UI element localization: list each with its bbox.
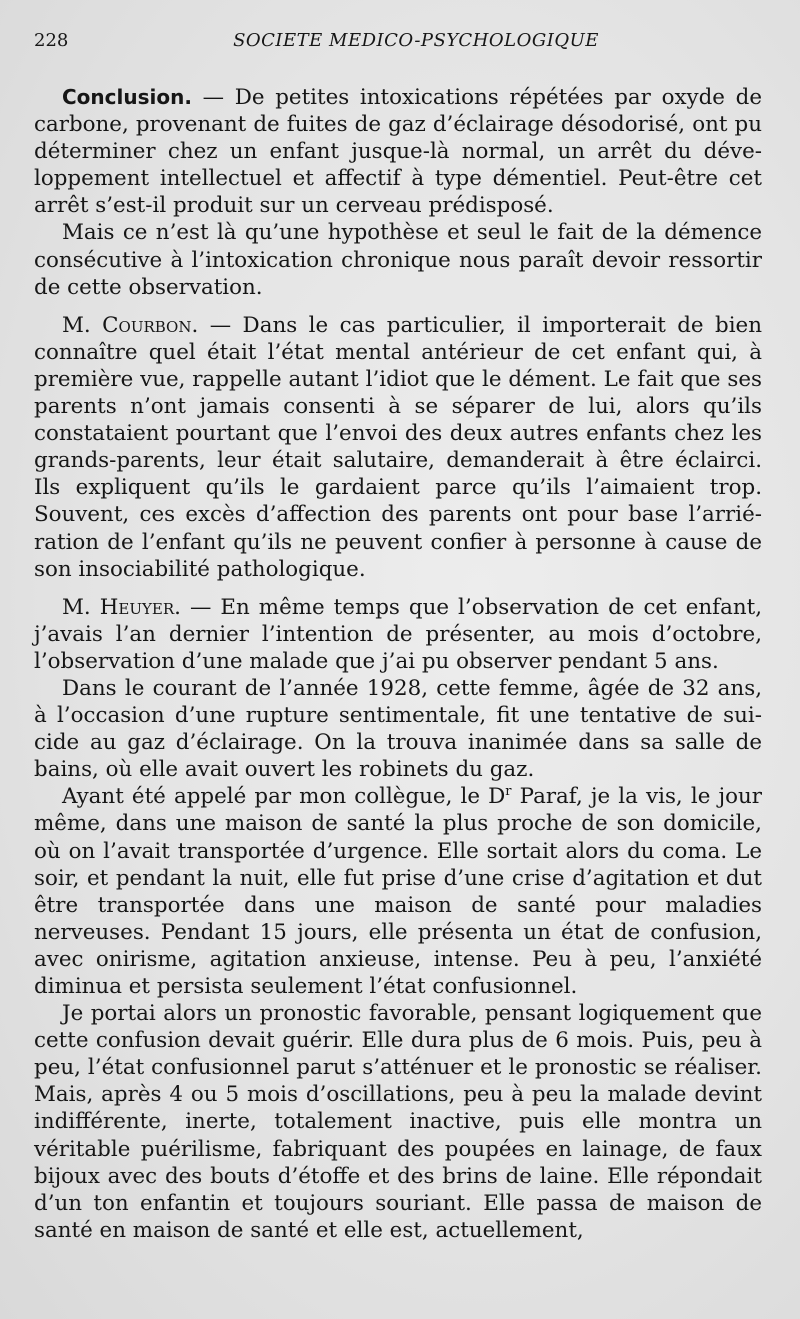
paragraph-text: Dans le courant de l’année 1928, cette femme, âgée de 32 ans, à l’occasion d’une rupture sentimentale, fit une tentative de suicide au gaz d’éclairage. On la trouva inanimée dans sa salle de bains, où elle avait ouvert les robinets du gaz.: [34, 675, 762, 783]
speaker-name: Courbon: [102, 312, 192, 338]
page-header: [34, 30, 766, 56]
paragraph-text: . — Dans le cas particulier, il importerait de bien connaître quel était l’état mental antérieur de cet enfant qui, à première vue, rappelle autant l’idiot que le dément. Le fait que ses parents n’ont jamais consenti à se séparer de lui, alors qu’ils constataient pourtant que l’envoi des deux autres enfants chez les grands-parents, leur était salutaire, demanderait à être éclairci. Ils expliquent qu’ils le gardaient parce qu’ils l’aimaient trop. Souvent, ces excès d’affection des parents ont pour base l’arriération de l’enfant qu’ils ne peuvent confier à personne à cause de son insociabilité pathologique.: [34, 312, 762, 582]
body-text: [34, 84, 762, 1244]
paragraph-text: . — En même temps que l’observation de cet enfant, j’avais l’an dernier l’intention de présenter, au mois d’octobre, l’observation d’une malade que j’ai pu observer pendant 5 ans.: [34, 594, 762, 674]
page-number: 228: [34, 30, 69, 51]
paragraph-courbon: [34, 312, 762, 583]
conclusion-heading: Conclusion.: [62, 85, 192, 109]
paragraph-prognosis: [34, 1000, 762, 1244]
paragraph-text: Je portai alors un pronostic favorable, pensant logiquement que cette confusion devait guérir. Elle dura plus de 6 mois. Puis, peu à peu, l’état confusionnel parut s’atténuer et le pronostic se réaliser. Mais, après 4 ou 5 mois d’oscillations, peu à peu la malade devint indifférente, inerte, totalement inactive, puis elle montra un véritable puérilisme, fabriquant des poupées en lainage, de faux bijoux avec des bouts d’étoffe et des brins de laine. Elle répondait d’un ton enfantin et toujours souriant. Elle passa de maison de santé en maison de santé et elle est, actuellement,: [34, 1001, 762, 1243]
paragraph-text: Ayant été appelé par mon collègue, le D: [62, 784, 506, 810]
superscript: r: [505, 784, 512, 800]
speaker-prefix: M.: [62, 594, 100, 620]
paragraph-text: Paraf, je la vis, le jour même, dans une maison de santé la plus proche de son domicile, où on l’avait transportée d’urgence. Elle sortait alors du coma. Le soir, et pendant la nuit, elle fut prise d’une crise d’agitation et dut être transportée dans une maison de santé pour maladies nerveuses. Pendant 15 jours, elle présenta un état de confusion, avec onirisme, agitation anxieuse, intense. Peu à peu, l’anxiété diminua et persista seulement l’état confusionnel.: [34, 784, 762, 999]
paragraph-paraf: [34, 783, 762, 1000]
speaker-prefix: M.: [62, 312, 103, 338]
paragraph-case-1928: [34, 675, 762, 783]
speaker-name: Heuyer: [99, 594, 175, 620]
running-head: SOCIETE MEDICO-PSYCHOLOGIQUE: [233, 30, 599, 51]
paragraph-hypothesis: [34, 219, 762, 300]
paragraph-conclusion: [34, 84, 762, 219]
paragraph-heuyer: [34, 594, 762, 675]
paragraph-text: — De petites intoxications répétées par oxyde de carbone, provenant de fuites de gaz d’éclairage désodorisé, ont pu déterminer chez un enfant jusque-là normal, un arrêt du développement intellectuel et affectif à type démentiel. Peut-être cet arrêt s’est-il produit sur un cerveau prédisposé.: [34, 85, 762, 219]
paragraph-text: Mais ce n’est là qu’une hypothèse et seul le fait de la démence consécutive à l’intoxication chronique nous paraît devoir ressortir de cette observation.: [34, 220, 762, 300]
